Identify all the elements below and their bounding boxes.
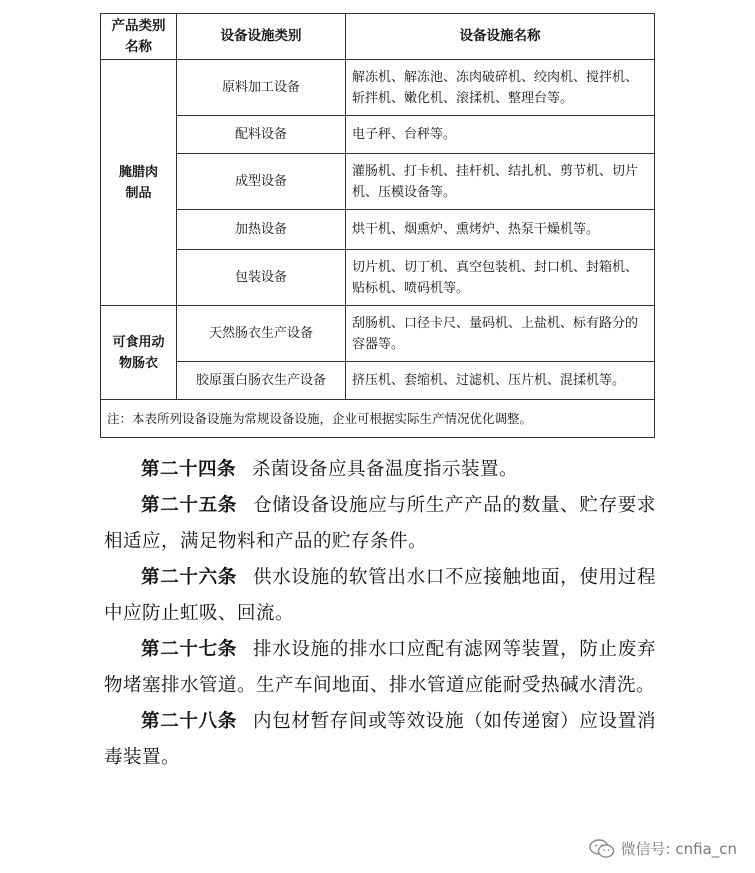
table-note-row: [101, 400, 655, 438]
equipment-names: 挤压机、套缩机、过滤机、压片机、混揉机等。: [346, 362, 655, 400]
watermark-text: 微信号: cnfia_cn: [620, 840, 737, 858]
category-edible-casing: 可食用动物肠衣: [101, 306, 177, 400]
article-number: 第二十四条: [141, 459, 237, 480]
equipment-table: [100, 13, 655, 438]
table-header-row: [101, 14, 655, 60]
wechat-icon: [589, 839, 615, 859]
table-row: [101, 154, 655, 210]
table-note: 注：本表所列设备设施为常规设备设施，企业可根据实际生产情况优化调整。: [101, 400, 655, 438]
table-row: [101, 60, 655, 116]
equipment-type: 天然肠衣生产设备: [177, 306, 346, 362]
table-row: [101, 306, 655, 362]
article-text: 供水设施的软管出水口不应接触地面，使用过程中应防止虹吸、回流。: [104, 567, 656, 624]
category-cured-meat: 腌腊肉制品: [101, 60, 177, 306]
equipment-type: 包装设备: [177, 250, 346, 306]
table-row: [101, 116, 655, 154]
equipment-names: 刮肠机、口径卡尺、量码机、上盐机、标有路分的容器等。: [346, 306, 655, 362]
article-text: 杀菌设备应具备温度指示装置。: [252, 459, 519, 480]
equipment-names: 电子秤、台秤等。: [346, 116, 655, 154]
article-26: [104, 560, 656, 632]
article-27: [104, 632, 656, 704]
article-list: [104, 452, 656, 776]
header-equipment-name: 设备设施名称: [346, 14, 655, 60]
table-row: [101, 362, 655, 400]
article-number: 第二十五条: [141, 495, 237, 516]
equipment-names: 解冻机、解冻池、冻肉破碎机、绞肉机、搅拌机、斩拌机、嫩化机、滚揉机、整理台等。: [346, 60, 655, 116]
equipment-type: 成型设备: [177, 154, 346, 210]
article-text: 仓储设备设施应与所生产产品的数量、贮存要求相适应，满足物料和产品的贮存条件。: [104, 495, 656, 552]
equipment-names: 灌肠机、打卡机、挂杆机、结扎机、剪节机、切片机、压模设备等。: [346, 154, 655, 210]
header-product-category: 产品类别名称: [101, 14, 177, 60]
article-number: 第二十六条: [141, 567, 237, 588]
watermark: [589, 838, 737, 859]
table-row: [101, 250, 655, 306]
equipment-type: 加热设备: [177, 210, 346, 250]
header-equipment-type: 设备设施类别: [177, 14, 346, 60]
article-24: [104, 452, 656, 488]
article-25: [104, 488, 656, 560]
equipment-type: 配料设备: [177, 116, 346, 154]
article-28: [104, 704, 656, 776]
equipment-names: 烘干机、烟熏炉、熏烤炉、热泵干燥机等。: [346, 210, 655, 250]
table-row: [101, 210, 655, 250]
article-number: 第二十八条: [141, 711, 237, 732]
equipment-type: 原料加工设备: [177, 60, 346, 116]
article-number: 第二十七条: [141, 639, 237, 660]
article-text: 内包材暂存间或等效设施（如传递窗）应设置消毒装置。: [104, 711, 656, 768]
equipment-type: 胶原蛋白肠衣生产设备: [177, 362, 346, 400]
equipment-names: 切片机、切丁机、真空包装机、封口机、封箱机、贴标机、喷码机等。: [346, 250, 655, 306]
article-text: 排水设施的排水口应配有滤网等装置，防止废弃物堵塞排水管道。生产车间地面、排水管道应能耐受热碱水清洗。: [104, 639, 656, 696]
